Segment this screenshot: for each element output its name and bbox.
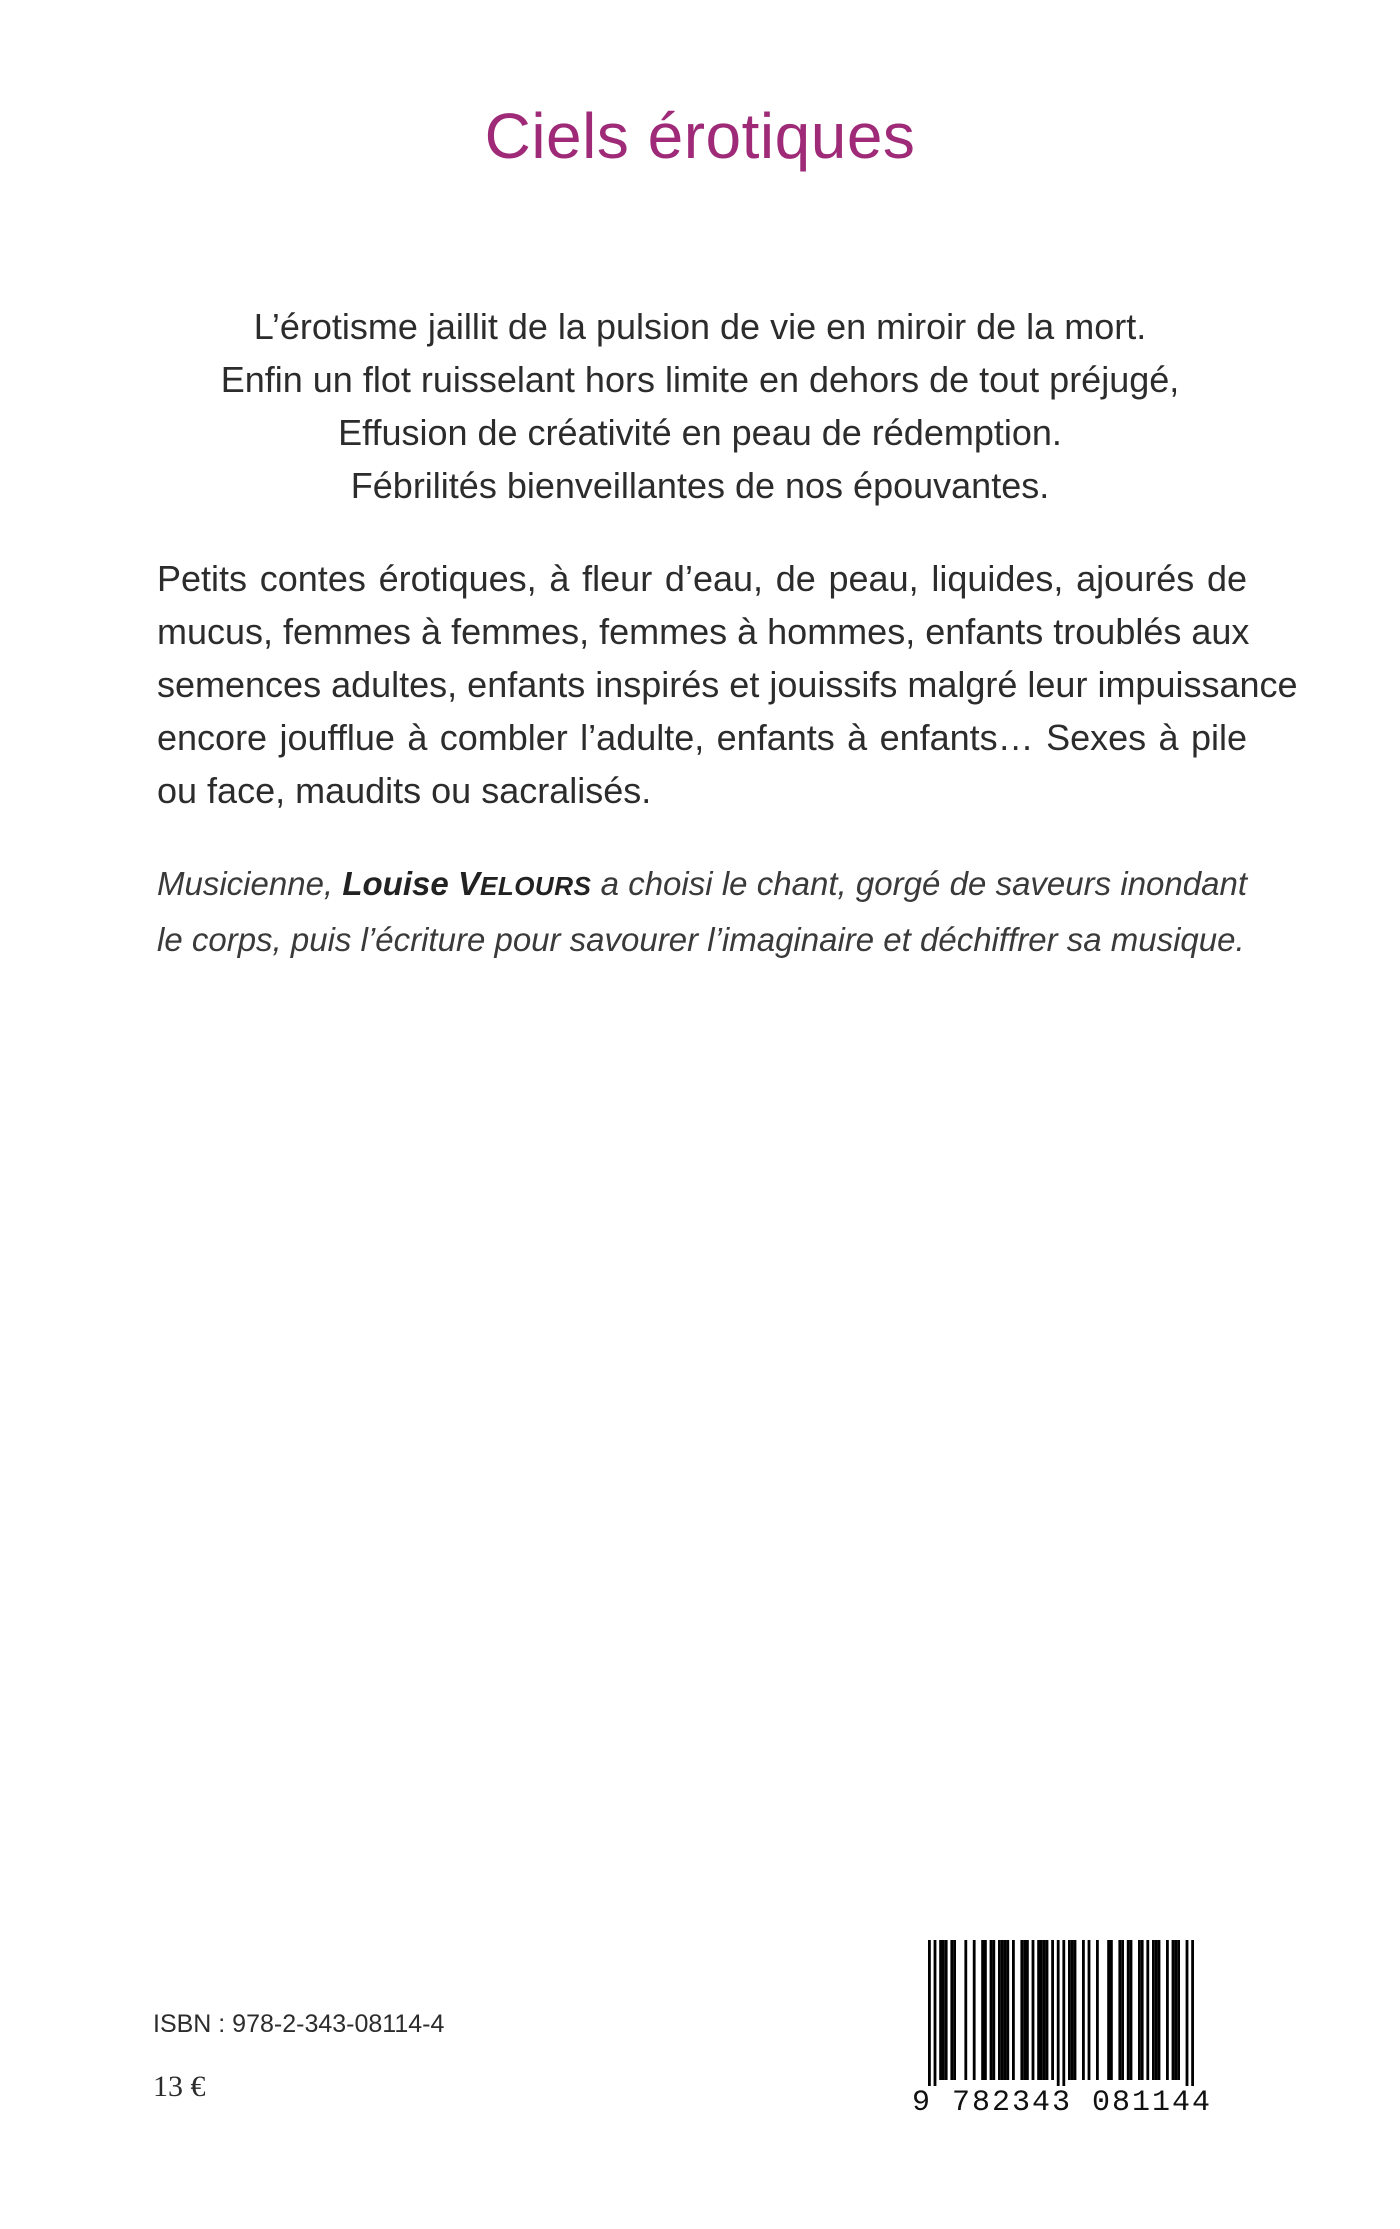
barcode-bar [1068, 1940, 1071, 2080]
barcode-bar [964, 1940, 967, 2080]
barcode-bar [990, 1940, 993, 2080]
barcode-bar [981, 1940, 984, 2080]
barcode-bar [1155, 1940, 1158, 2080]
paragraph-line: semences adultes, enfants inspirés et jouissifs malgré leur impuissance [157, 664, 1298, 705]
author-bio-suffix: a choisi le chant, gorgé de saveurs inondant [591, 865, 1247, 902]
barcode-bar [1152, 1940, 1155, 2080]
barcode-bar [1057, 1940, 1060, 2090]
barcode-bar [1051, 1940, 1054, 2080]
barcode-bar [1012, 1940, 1015, 2080]
barcode-bar [1191, 1940, 1194, 2090]
barcode-bar [1138, 1940, 1141, 2080]
author-name-rest: ELOURS [479, 871, 592, 901]
barcode-bar [1046, 1940, 1049, 2080]
barcode-bar [945, 1940, 948, 2080]
isbn-text: ISBN : 978-2-343-08114-4 [153, 2010, 445, 2038]
barcode-bar [998, 1940, 1001, 2080]
author-name-first: Louise V [342, 865, 480, 902]
barcode-bar [992, 1940, 995, 2080]
poem-line: Enfin un flot ruisselant hors limite en dehors de tout préjugé, [220, 359, 1180, 400]
paragraph-line: ou face, maudits ou sacralisés. [157, 770, 652, 811]
barcode-bar [1141, 1940, 1144, 2080]
barcode-bar [1096, 1940, 1099, 2080]
barcode-number: 9 782343 081144 [906, 2086, 1218, 2120]
barcode-bar [1107, 1940, 1110, 2080]
author-bio-line: le corps, puis l’écriture pour savourer l’imaginaire et déchiffrer sa musique. [157, 921, 1245, 958]
barcode-bar [1001, 1940, 1004, 2080]
barcode-bar [1146, 1940, 1149, 2080]
author-bio-prefix: Musicienne, [157, 865, 343, 902]
barcode-bar [1082, 1940, 1085, 2080]
barcode-bar [1020, 1940, 1023, 2080]
barcode-bar [1037, 1940, 1040, 2080]
barcode-bar [984, 1940, 987, 2080]
barcode-bar [1118, 1940, 1121, 2080]
poem-line: Fébrilités bienveillantes de nos épouvantes. [350, 465, 1050, 506]
barcode-bar [1121, 1940, 1124, 2080]
book-title: Ciels érotiques [484, 100, 916, 172]
author-bio-line [157, 857, 1247, 913]
barcode-bar [1172, 1940, 1175, 2080]
barcode-bar [1074, 1940, 1077, 2080]
poem-block [0, 300, 1400, 512]
barcode-bar [934, 1940, 937, 2090]
barcode-bar [1004, 1940, 1007, 2080]
barcode-bar [1174, 1940, 1177, 2080]
barcode-bar [1088, 1940, 1091, 2080]
barcode-bar [973, 1940, 976, 2080]
barcode-bar [928, 1940, 931, 2090]
barcode-bar [1177, 1940, 1180, 2080]
author-bio [157, 857, 1247, 966]
barcode-bar [1043, 1940, 1046, 2080]
author-name [342, 865, 591, 902]
barcode-bar [1023, 1940, 1026, 2080]
barcode-bar [1127, 1940, 1130, 2080]
poem-line: L’érotisme jaillit de la pulsion de vie en miroir de la mort. [253, 306, 1147, 347]
barcode-bar [1040, 1940, 1043, 2080]
barcode-bar [1110, 1940, 1113, 2080]
barcode-bar [1130, 1940, 1133, 2080]
paragraph-line: mucus, femmes à femmes, femmes à hommes, enfants troublés aux [157, 611, 1250, 652]
paragraph-line: Petits contes érotiques, à fleur d’eau, de peau, liquides, ajourés de [157, 558, 1247, 599]
barcode-bar [942, 1940, 945, 2080]
price-text: 13 € [153, 2070, 206, 2103]
barcode-bar [939, 1940, 942, 2080]
barcode-bar [1032, 1940, 1035, 2080]
paragraph-line: encore joufflue à combler l’adulte, enfants à enfants… Sexes à pile [157, 717, 1247, 758]
barcode-bar [1071, 1940, 1074, 2080]
description-paragraph [157, 552, 1298, 817]
barcode-bar [1006, 1940, 1009, 2080]
barcode-bar [1186, 1940, 1189, 2090]
barcode-bar [1166, 1940, 1169, 2080]
barcode-bar [950, 1940, 953, 2080]
barcode-bar [1158, 1940, 1161, 2080]
barcode-bars [906, 1940, 1218, 2090]
poem-line: Effusion de créativité en peau de rédemption. [338, 412, 1062, 453]
barcode-bar [1062, 1940, 1065, 2090]
barcode-bar [953, 1940, 956, 2080]
barcode-bar [1026, 1940, 1029, 2080]
